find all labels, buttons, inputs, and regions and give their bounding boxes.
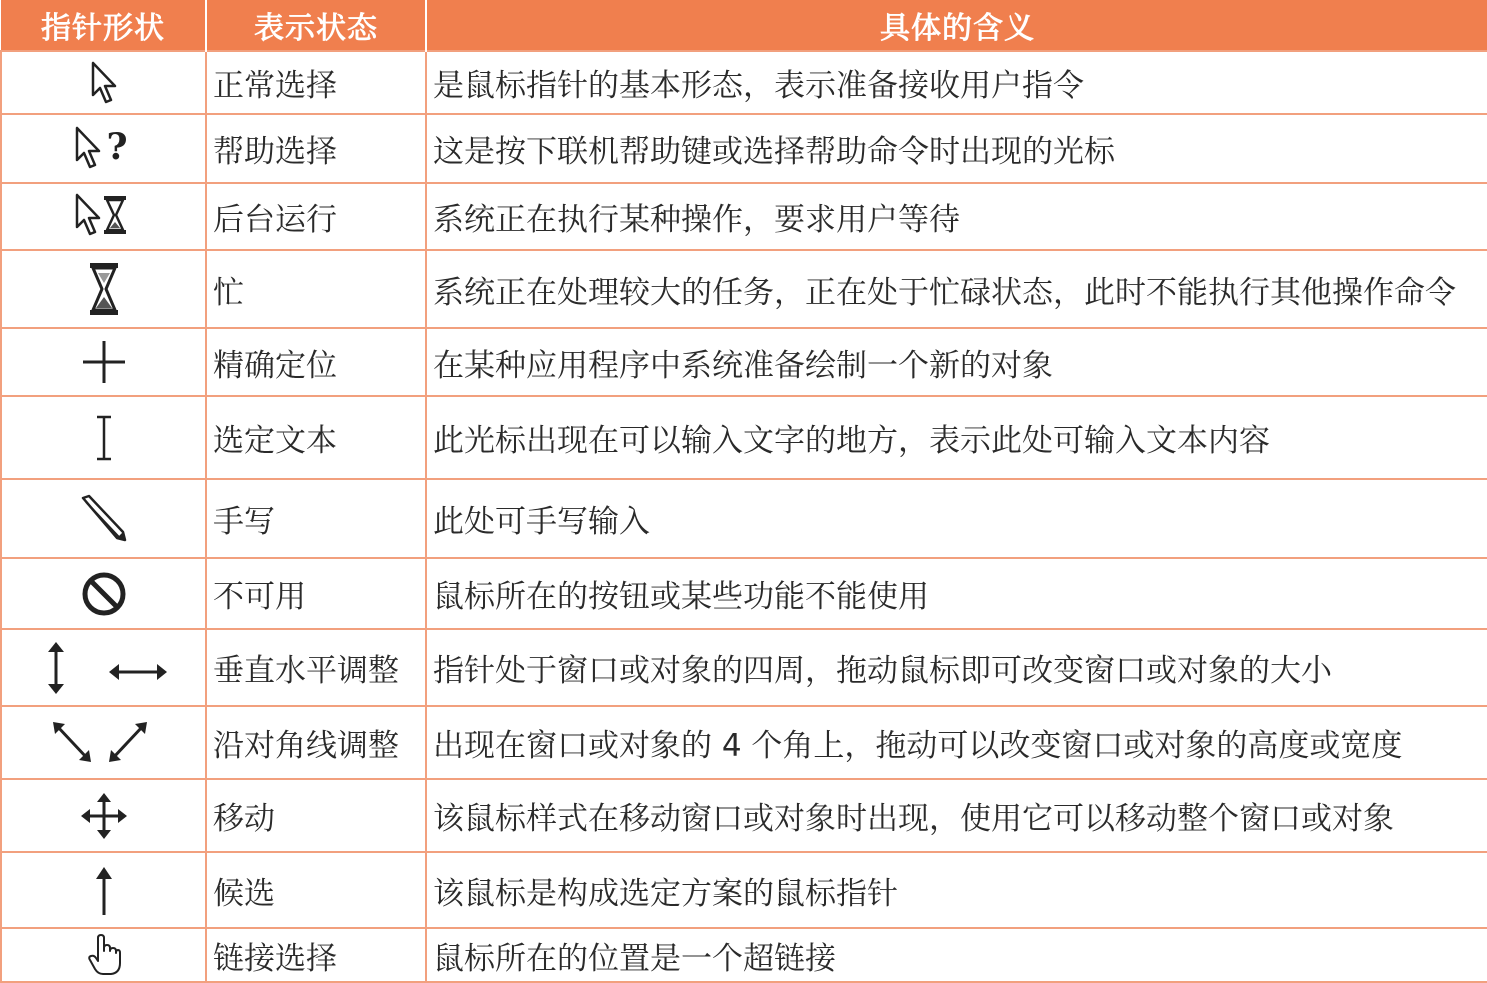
meaning-text: 此处可手写输入 — [426, 479, 1487, 558]
header-meaning: 具体的含义 — [426, 0, 1487, 51]
state-label: 沿对角线调整 — [206, 706, 426, 779]
header-shape: 指针形状 — [1, 0, 206, 51]
state-label: 链接选择 — [206, 928, 426, 982]
table-row — [1, 852, 1487, 928]
state-label: 候选 — [206, 852, 426, 928]
shape-cell — [1, 928, 206, 982]
shape-cell — [1, 852, 206, 928]
meaning-text: 该鼠标样式在移动窗口或对象时出现，使用它可以移动整个窗口或对象 — [426, 779, 1487, 852]
crosshair-icon — [79, 337, 129, 387]
text-ibeam-icon — [89, 413, 119, 463]
state-label: 忙 — [206, 250, 426, 328]
resize-vertical-horizontal-icon — [39, 638, 169, 698]
table-row — [1, 706, 1487, 779]
shape-cell — [1, 51, 206, 114]
link-hand-icon — [87, 933, 121, 977]
pen-icon — [77, 492, 131, 546]
state-label: 帮助选择 — [206, 114, 426, 183]
meaning-text: 在某种应用程序中系统准备绘制一个新的对象 — [426, 328, 1487, 396]
meaning-text: 指针处于窗口或对象的四周，拖动鼠标即可改变窗口或对象的大小 — [426, 629, 1487, 706]
table-row — [1, 558, 1487, 629]
shape-cell — [1, 114, 206, 183]
shape-cell — [1, 706, 206, 779]
resize-diagonal-icon — [49, 718, 159, 768]
table-row — [1, 183, 1487, 250]
table-row — [1, 51, 1487, 114]
meaning-text: 鼠标所在的位置是一个超链接 — [426, 928, 1487, 982]
state-label: 选定文本 — [206, 396, 426, 479]
background-busy-icon — [74, 192, 134, 242]
shape-cell — [1, 779, 206, 852]
state-label: 移动 — [206, 779, 426, 852]
svg-text:?: ? — [105, 125, 128, 168]
shape-cell — [1, 629, 206, 706]
shape-cell — [1, 396, 206, 479]
state-label: 精确定位 — [206, 328, 426, 396]
shape-cell — [1, 250, 206, 328]
alternate-select-icon — [89, 863, 119, 917]
help-pointer-icon — [74, 125, 134, 173]
table-row — [1, 328, 1487, 396]
state-label: 手写 — [206, 479, 426, 558]
shape-cell — [1, 479, 206, 558]
meaning-text: 系统正在执行某种操作，要求用户等待 — [426, 183, 1487, 250]
table-row — [1, 114, 1487, 183]
state-label: 后台运行 — [206, 183, 426, 250]
table-row — [1, 479, 1487, 558]
shape-cell — [1, 328, 206, 396]
shape-cell — [1, 558, 206, 629]
shape-cell — [1, 183, 206, 250]
meaning-text: 系统正在处理较大的任务，正在处于忙碌状态，此时不能执行其他操作命令 — [426, 250, 1487, 328]
table-row — [1, 396, 1487, 479]
state-label: 不可用 — [206, 558, 426, 629]
arrow-pointer-icon — [89, 60, 119, 106]
table-row — [1, 779, 1487, 852]
meaning-text: 鼠标所在的按钮或某些功能不能使用 — [426, 558, 1487, 629]
table-row — [1, 250, 1487, 328]
meaning-text: 该鼠标是构成选定方案的鼠标指针 — [426, 852, 1487, 928]
table-row — [1, 928, 1487, 982]
unavailable-icon — [79, 569, 129, 619]
meaning-text: 此光标出现在可以输入文字的地方，表示此处可输入文本内容 — [426, 396, 1487, 479]
table-row — [1, 629, 1487, 706]
move-icon — [78, 790, 130, 842]
table-header-row — [1, 0, 1487, 51]
hourglass-icon — [84, 259, 124, 319]
meaning-text: 这是按下联机帮助键或选择帮助命令时出现的光标 — [426, 114, 1487, 183]
state-label: 正常选择 — [206, 51, 426, 114]
meaning-text: 是鼠标指针的基本形态，表示准备接收用户指令 — [426, 51, 1487, 114]
meaning-text: 出现在窗口或对象的 4 个角上，拖动可以改变窗口或对象的高度或宽度 — [426, 706, 1487, 779]
state-label: 垂直水平调整 — [206, 629, 426, 706]
header-state: 表示状态 — [206, 0, 426, 51]
